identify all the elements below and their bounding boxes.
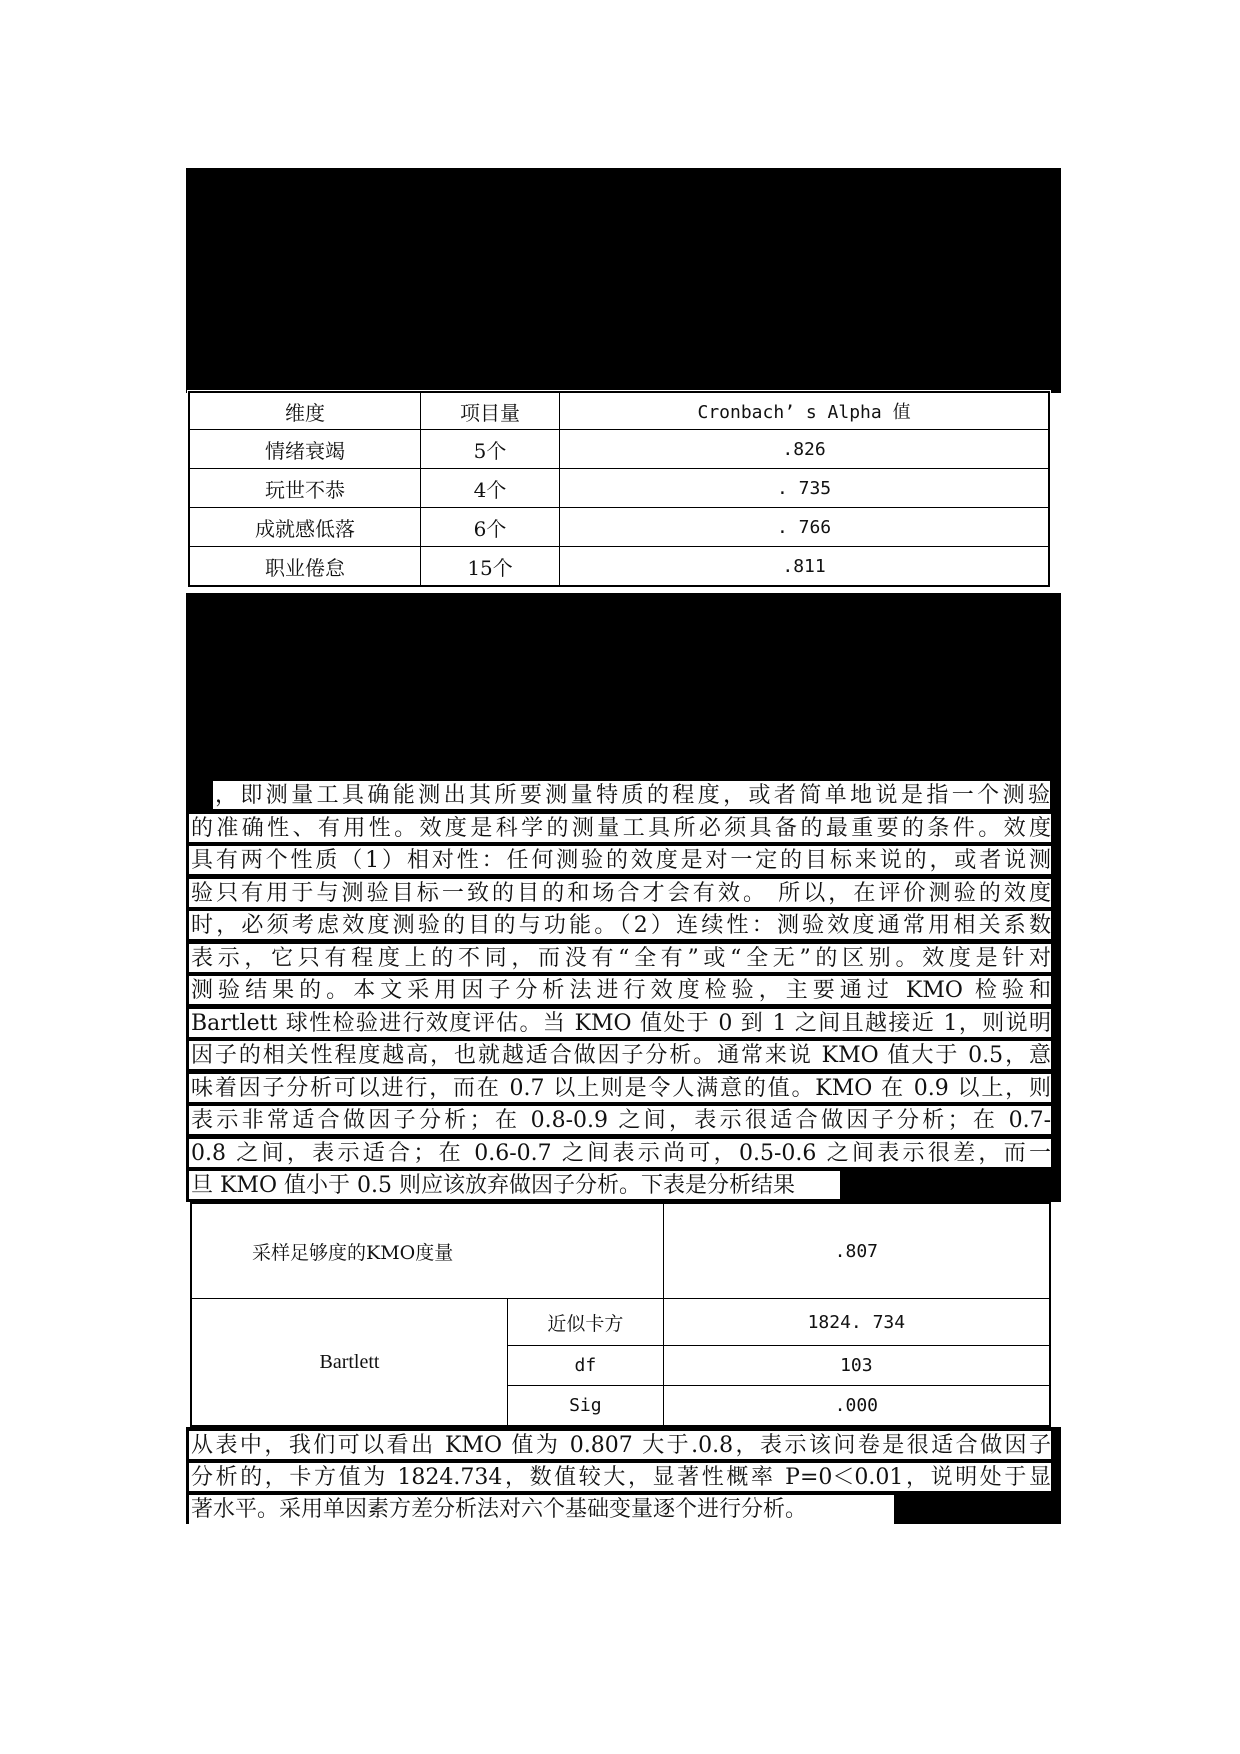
conclusion-line: 从表中，我们可以看出 KMO 值为 0.807 大于.0.8，表示该问卷是很适合做因子	[188, 1431, 1051, 1459]
cell-items: 4个	[420, 469, 559, 508]
paragraph-line: 味着因子分析可以进行，而在 0.7 以上则是令人满意的值。KMO 在 0.9 以上，则	[188, 1074, 1051, 1102]
header-item-count: 项目量	[420, 392, 559, 430]
cell-items: 6个	[420, 508, 559, 547]
cell-dimension: 情绪衰竭	[189, 430, 420, 469]
cell-items: 5个	[420, 430, 559, 469]
cell-alpha: . 735	[560, 469, 1049, 508]
paragraph-line: 的准确性、有用性。效度是科学的测量工具所必须具备的最重要的条件。效度	[188, 814, 1051, 842]
header-dimension: 维度	[189, 392, 420, 430]
bartlett-row	[191, 1299, 1050, 1345]
table-row	[189, 430, 1049, 469]
paragraph-line: ，即测量工具确能测出其所要测量特质的程度，或者简单地说是指一个测验	[215, 783, 1050, 808]
redacted-block-middle	[186, 593, 1061, 783]
paragraph-line: Bartlett 球性检验进行效度评估。当 KMO 值处于 0 到 1 之间且越接近 1，则说明	[188, 1009, 1051, 1037]
stat-value: .000	[663, 1386, 1050, 1426]
cell-dimension: 玩世不恭	[189, 469, 420, 508]
cell-alpha: .826	[560, 430, 1049, 469]
redacted-block-top	[186, 168, 1061, 393]
cell-dimension: 职业倦怠	[189, 547, 420, 587]
table-header-row	[189, 392, 1049, 430]
table-row	[189, 547, 1049, 587]
stat-label: df	[508, 1345, 664, 1385]
stat-value: 103	[663, 1345, 1050, 1385]
paragraph-line: 因子的相关性程度越高，也就越适合做因子分析。通常来说 KMO 值大于 0.5，意	[188, 1041, 1051, 1069]
conclusion-line: 分析的，卡方值为 1824.734，数值较大，显著性概率 P=0＜0.01，说明处于显	[188, 1463, 1051, 1491]
table-row	[189, 469, 1049, 508]
stat-label: Sig	[508, 1386, 664, 1426]
bartlett-label: Bartlett	[191, 1299, 508, 1426]
conclusion-line: 著水平。采用单因素方差分析法对六个基础变量逐个进行分析。	[188, 1495, 894, 1524]
header-alpha: Cronbach’ s Alpha 值	[560, 392, 1049, 430]
stat-value: 1824. 734	[663, 1299, 1050, 1345]
paragraph-line: 旦 KMO 值小于 0.5 则应该放弃做因子分析。下表是分析结果	[188, 1171, 840, 1199]
reliability-table	[188, 391, 1050, 587]
paragraph-line: 0.8 之间，表示适合；在 0.6-0.7 之间表示尚可，0.5-0.6 之间表示很差，而一	[188, 1139, 1051, 1167]
cell-alpha: .811	[560, 547, 1049, 587]
stat-label: 近似卡方	[508, 1299, 664, 1345]
kmo-value: .807	[663, 1203, 1050, 1299]
cell-items: 15个	[420, 547, 559, 587]
paragraph-line: 测验结果的。本文采用因子分析法进行效度检验，主要通过 KMO 检验和	[188, 976, 1051, 1004]
cell-dimension: 成就感低落	[189, 508, 420, 547]
kmo-label: 采样足够度的KMO度量	[191, 1203, 663, 1299]
table-row	[189, 508, 1049, 547]
paragraph-line: 表示，它只有程度上的不同，而没有“全有”或“全无”的区别。效度是针对	[188, 944, 1051, 972]
paragraph-line: 时，必须考虑效度测验的目的与功能。（2）连续性：测验效度通常用相关系数	[188, 911, 1051, 939]
paragraph-line: 具有两个性质（1）相对性：任何测验的效度是对一定的目标来说的，或者说测	[188, 846, 1051, 874]
paragraph-line: 表示非常适合做因子分析；在 0.8-0.9 之间，表示很适合做因子分析；在 0.7-	[188, 1106, 1051, 1134]
kmo-row	[191, 1203, 1050, 1299]
kmo-bartlett-table	[190, 1202, 1051, 1427]
cell-alpha: . 766	[560, 508, 1049, 547]
paragraph-line: 验只有用于与测验目标一致的目的和场合才会有效。 所以，在评价测验的效度	[188, 879, 1051, 907]
